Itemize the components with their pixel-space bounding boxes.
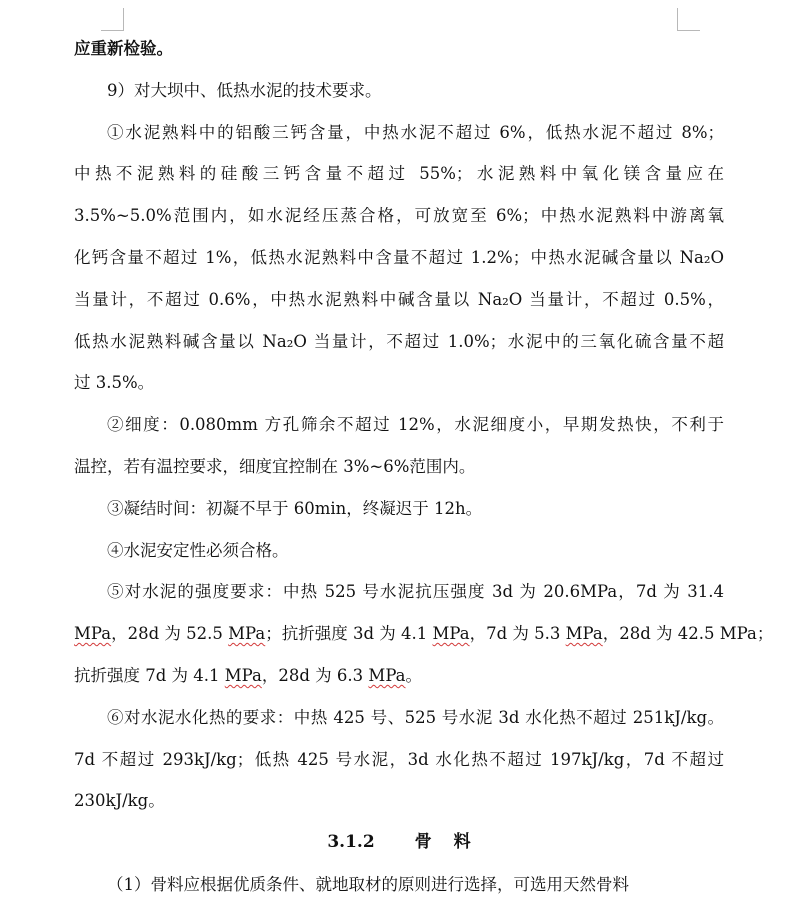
spellcheck-word[interactable]: MPa [228,624,266,644]
paragraph-line: ⑥对水泥水化热的要求：中热 425 号、525 号水泥 3d 水化热不超过 251kJ/kg。 [107,707,724,727]
heading-title-char: 骨 [414,832,432,853]
spellcheck-word[interactable]: MPa [432,624,470,644]
paragraph-line: ⑤对水泥的强度要求：中热 525 号水泥抗压强度 3d 为 20.6MPa，7d 为 31.4 [107,582,724,602]
spellcheck-word[interactable]: MPa [74,624,112,644]
paragraph-line: 当量计，不超过 0.6%，中热水泥熟料中碱含量以 Na₂O 当量计，不超过 0.5%， [74,289,724,309]
paragraph-line: 应重新检验。 [74,39,173,58]
heading-title-char: 料 [453,832,471,853]
heading-number: 3.1.2 [327,832,375,853]
paragraph-line: 抗折强度 7d 为 4.1 MPa，28d 为 6.3 MPa。 [74,665,423,685]
paragraph-line: ③凝结时间：初凝不早于 60min，终凝迟于 12h。 [107,498,483,518]
paragraph-line: 化钙含量不超过 1%，低热水泥熟料中含量不超过 1.2%；中热水泥碱含量以 Na₂O [74,247,724,267]
paragraph-line: ①水泥熟料中的铝酸三钙含量，中热水泥不超过 6%，低热水泥不超过 8%； [107,122,724,142]
spellcheck-word[interactable]: MPa [224,665,262,685]
spellcheck-word[interactable]: MPa [565,624,603,644]
paragraph-line: ④水泥安定性必须合格。 [107,540,289,560]
section-heading-9: 9）对大坝中、低热水泥的技术要求。 [107,80,382,100]
paragraph-line: ②细度：0.080mm 方孔筛余不超过 12%，水泥细度小，早期发热快，不利于 [107,415,724,435]
spellcheck-word[interactable]: MPa [368,665,406,685]
paragraph-line: 温控，若有温控要求，细度宜控制在 3%~6%范围内。 [74,456,476,476]
paragraph-line-partial: （1）骨料应根据优质条件、就地取材的原则进行选择，可选用天然骨料 [107,874,629,894]
paragraph-line: MPa，28d 为 52.5 MPa；抗折强度 3d 为 4.1 MPa，7d 为 5.3 MPa，28d 为 42.5 MPa； [74,624,774,644]
paragraph-line: 3.5%~5.0%范围内，如水泥经压蒸合格，可放宽至 6%；中热水泥熟料中游离氧 [74,206,724,226]
paragraph-line: 过 3.5%。 [74,373,155,393]
paragraph-line: 7d 不超过 293kJ/kg；低热 425 号水泥，3d 水化热不超过 197kJ/kg，7d 不超过 [74,749,724,769]
document-body [74,28,774,894]
paragraph-line: 低热水泥熟料碱含量以 Na₂O 当量计，不超过 1.0%；水泥中的三氧化硫含量不超 [74,331,724,351]
paragraph-line: 230kJ/kg。 [74,791,165,811]
section-heading [74,822,724,864]
paragraph-line: 中热不泥熟料的硅酸三钙含量不超过 55%；水泥熟料中氧化镁含量应在 [74,164,724,184]
